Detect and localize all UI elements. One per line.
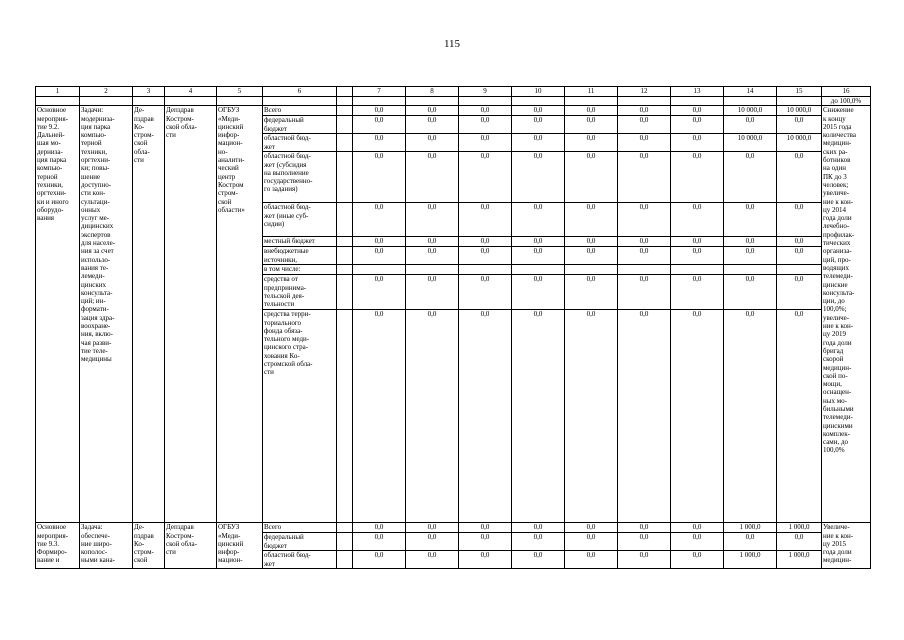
column-header: 16 bbox=[822, 87, 871, 97]
value-cell: 0,0 bbox=[671, 247, 724, 265]
value-cell: 0,0 bbox=[671, 237, 724, 247]
value-cell: 0,0 bbox=[353, 152, 406, 203]
value-cell: 0,0 bbox=[353, 247, 406, 265]
value-cell: 0,0 bbox=[512, 237, 565, 247]
column-header: 4 bbox=[165, 87, 217, 97]
value-cell: 0,0 bbox=[353, 310, 406, 523]
value-cell: 0,0 bbox=[724, 247, 777, 265]
value-cell: 0,0 bbox=[353, 134, 406, 152]
value-cell: 0,0 bbox=[406, 152, 459, 203]
activity-name: Основное мероприя- тие 9.2. Дальней- шая мо- дерниза- ция парка компью- терной техники, оргтехни- ки и иного оборудо- вания bbox=[36, 106, 80, 523]
value-cell: 0,0 bbox=[353, 551, 406, 569]
column-header: 5 bbox=[217, 87, 263, 97]
empty-cell bbox=[337, 203, 353, 237]
value-cell: 0,0 bbox=[618, 523, 671, 533]
value-cell: 0,0 bbox=[459, 310, 512, 523]
value-cell bbox=[512, 265, 565, 275]
empty-cell bbox=[337, 551, 353, 569]
value-cell: 0,0 bbox=[724, 116, 777, 134]
value-cell: 0,0 bbox=[512, 247, 565, 265]
responsible-executor: Депздрав Костром- ской обла- сти bbox=[165, 523, 217, 569]
value-cell: 0,0 bbox=[777, 237, 822, 247]
value-cell: 0,0 bbox=[565, 106, 618, 116]
value-cell: 0,0 bbox=[565, 310, 618, 523]
value-cell: 10 000,0 bbox=[777, 134, 822, 152]
funding-source: областной бюд- жет bbox=[263, 551, 337, 569]
value-cell: 0,0 bbox=[565, 551, 618, 569]
value-cell: 0,0 bbox=[459, 152, 512, 203]
column-header: 7 bbox=[353, 87, 406, 97]
value-cell: 10 000,0 bbox=[777, 106, 822, 116]
page-number: 115 bbox=[443, 38, 461, 50]
value-cell: 0,0 bbox=[406, 237, 459, 247]
empty-cell bbox=[165, 97, 217, 106]
value-cell bbox=[459, 265, 512, 275]
value-cell: 0,0 bbox=[512, 551, 565, 569]
value-cell: 0,0 bbox=[459, 551, 512, 569]
value-cell: 0,0 bbox=[565, 247, 618, 265]
value-cell: 0,0 bbox=[618, 106, 671, 116]
empty-cell bbox=[337, 134, 353, 152]
empty-cell bbox=[724, 97, 777, 106]
funding-source: средства от предпринима- тельской дея- тельности bbox=[263, 275, 337, 310]
empty-cell bbox=[406, 97, 459, 106]
empty-cell bbox=[671, 97, 724, 106]
value-cell: 0,0 bbox=[406, 134, 459, 152]
value-cell: 0,0 bbox=[671, 551, 724, 569]
value-cell: 0,0 bbox=[406, 203, 459, 237]
empty-cell bbox=[618, 97, 671, 106]
value-cell: 0,0 bbox=[353, 116, 406, 134]
funding-source: областной бюд- жет (иные суб- сидии) bbox=[263, 203, 337, 237]
value-cell: 0,0 bbox=[565, 203, 618, 237]
value-cell: 0,0 bbox=[406, 533, 459, 551]
value-cell: 0,0 bbox=[618, 275, 671, 310]
value-cell: 0,0 bbox=[777, 116, 822, 134]
value-cell bbox=[777, 265, 822, 275]
value-cell bbox=[565, 265, 618, 275]
value-cell: 0,0 bbox=[618, 551, 671, 569]
value-cell: 0,0 bbox=[512, 533, 565, 551]
budget-table bbox=[35, 86, 871, 569]
value-cell: 0,0 bbox=[777, 275, 822, 310]
empty-cell bbox=[337, 310, 353, 523]
value-cell: 0,0 bbox=[353, 533, 406, 551]
value-cell: 0,0 bbox=[353, 106, 406, 116]
value-cell: 0,0 bbox=[459, 116, 512, 134]
value-cell: 0,0 bbox=[512, 310, 565, 523]
value-cell bbox=[671, 265, 724, 275]
value-cell bbox=[724, 265, 777, 275]
funding-source: внебюджетные источники, bbox=[263, 247, 337, 265]
empty-cell bbox=[337, 237, 353, 247]
empty-cell bbox=[337, 152, 353, 203]
value-cell: 0,0 bbox=[618, 237, 671, 247]
value-cell: 0,0 bbox=[724, 310, 777, 523]
value-cell: 0,0 bbox=[618, 116, 671, 134]
empty-cell bbox=[337, 116, 353, 134]
value-cell: 0,0 bbox=[406, 310, 459, 523]
value-cell: 0,0 bbox=[459, 275, 512, 310]
expected-result: Увеличе- ние к кон- цу 2015 года доли медицин- bbox=[822, 523, 871, 569]
empty-cell bbox=[337, 275, 353, 310]
activity-name: Основное мероприя- тие 9.3. Формиро- вание и bbox=[36, 523, 80, 569]
value-cell: 0,0 bbox=[406, 523, 459, 533]
value-cell: 0,0 bbox=[618, 152, 671, 203]
value-cell: 0,0 bbox=[512, 523, 565, 533]
value-cell: 1 000,0 bbox=[777, 551, 822, 569]
value-cell: 0,0 bbox=[777, 152, 822, 203]
value-cell bbox=[353, 265, 406, 275]
value-cell: 0,0 bbox=[353, 523, 406, 533]
co-executor: ОГБУЗ «Меди- цинский инфор- мацион- но- аналити- ческий центр Костром стром- ской области» bbox=[217, 106, 263, 523]
empty-cell bbox=[263, 97, 337, 106]
empty-cell bbox=[337, 265, 353, 275]
column-header: 14 bbox=[724, 87, 777, 97]
column-header: 6 bbox=[263, 87, 337, 97]
value-cell: 0,0 bbox=[724, 237, 777, 247]
value-cell: 0,0 bbox=[671, 203, 724, 237]
value-cell: 0,0 bbox=[671, 116, 724, 134]
value-cell: 0,0 bbox=[671, 275, 724, 310]
value-cell: 0,0 bbox=[459, 523, 512, 533]
value-cell: 0,0 bbox=[618, 134, 671, 152]
value-cell: 0,0 bbox=[512, 134, 565, 152]
column-header: 2 bbox=[80, 87, 133, 97]
coordinator: Де- пздрав Ко- стром- ской обла- сти bbox=[133, 106, 165, 523]
value-cell: 0,0 bbox=[565, 152, 618, 203]
value-cell: 0,0 bbox=[565, 134, 618, 152]
empty-cell bbox=[512, 97, 565, 106]
value-cell: 0,0 bbox=[565, 116, 618, 134]
value-cell: 0,0 bbox=[406, 247, 459, 265]
column-header: 15 bbox=[777, 87, 822, 97]
value-cell: 0,0 bbox=[512, 106, 565, 116]
empty-cell bbox=[337, 247, 353, 265]
funding-source: Всего bbox=[263, 106, 337, 116]
value-cell: 0,0 bbox=[618, 203, 671, 237]
coordinator: Де- пздрав Ко- стром- ской bbox=[133, 523, 165, 569]
funding-source: федеральный бюджет bbox=[263, 533, 337, 551]
value-cell: 0,0 bbox=[565, 237, 618, 247]
table-row bbox=[36, 523, 871, 533]
value-cell: 0,0 bbox=[565, 523, 618, 533]
value-cell: 0,0 bbox=[777, 203, 822, 237]
column-header: 8 bbox=[406, 87, 459, 97]
value-cell bbox=[618, 265, 671, 275]
value-cell: 1 000,0 bbox=[724, 551, 777, 569]
value-cell: 0,0 bbox=[406, 275, 459, 310]
funding-source: областной бюд- жет bbox=[263, 134, 337, 152]
column-header: 9 bbox=[459, 87, 512, 97]
value-cell: 0,0 bbox=[353, 203, 406, 237]
value-cell: 0,0 bbox=[406, 106, 459, 116]
value-cell bbox=[406, 265, 459, 275]
column-header: 13 bbox=[671, 87, 724, 97]
value-cell: 0,0 bbox=[671, 152, 724, 203]
empty-cell bbox=[337, 106, 353, 116]
empty-cell bbox=[337, 523, 353, 533]
value-cell: 10 000,0 bbox=[724, 106, 777, 116]
value-cell: 0,0 bbox=[459, 247, 512, 265]
value-cell: 0,0 bbox=[459, 203, 512, 237]
value-cell: 0,0 bbox=[459, 106, 512, 116]
value-cell: 0,0 bbox=[512, 152, 565, 203]
value-cell: 0,0 bbox=[724, 203, 777, 237]
task-description: Задача: обеспече- ние широ- кополос- ными кана- bbox=[80, 523, 133, 569]
co-executor: ОГБУЗ «Меди- цинский инфор- мацион- bbox=[217, 523, 263, 569]
empty-cell bbox=[337, 533, 353, 551]
funding-source: федеральный бюджет bbox=[263, 116, 337, 134]
funding-source: областной бюд- жет (субсидия на выполнение государственно- го задания) bbox=[263, 152, 337, 203]
value-cell: 0,0 bbox=[353, 237, 406, 247]
value-cell: 0,0 bbox=[671, 106, 724, 116]
empty-cell bbox=[565, 97, 618, 106]
value-cell: 0,0 bbox=[777, 310, 822, 523]
value-cell: 1 000,0 bbox=[724, 523, 777, 533]
value-cell: 0,0 bbox=[512, 203, 565, 237]
expected-result: Снижение к концу 2015 года количества медицин- ских ра- ботников на один ПК до 3 человек; увеличе- ние к кон- цу 2014 года доли лечебно- профилак- тических организа- ций, про- водящих телемеди- цинские консульта- ции, до 100,0%; увеличе- ние к кон- цу 2019 года доли бригад скорой медицин- ской по- мощи, оснащен- ных мо- бильными телемеди- цинскими комплек- сами, до 100,0% bbox=[822, 106, 871, 523]
value-cell: 0,0 bbox=[618, 533, 671, 551]
column-header bbox=[337, 87, 353, 97]
value-cell: 0,0 bbox=[724, 152, 777, 203]
empty-cell bbox=[217, 97, 263, 106]
empty-cell bbox=[80, 97, 133, 106]
value-cell: 0,0 bbox=[353, 275, 406, 310]
funding-source: Всего bbox=[263, 523, 337, 533]
value-cell: 0,0 bbox=[406, 116, 459, 134]
value-cell: 0,0 bbox=[565, 275, 618, 310]
value-cell: 0,0 bbox=[459, 237, 512, 247]
column-header: 11 bbox=[565, 87, 618, 97]
funding-source: средства терри- ториального фонда обяза- тельного меди- цинского стра- хования Ко- стромской обла- сти bbox=[263, 310, 337, 523]
responsible-executor: Депздрав Костром- ской обла- сти bbox=[165, 106, 217, 523]
column-header: 3 bbox=[133, 87, 165, 97]
empty-cell bbox=[459, 97, 512, 106]
funding-source: в том числе: bbox=[263, 265, 337, 275]
value-cell: 0,0 bbox=[724, 533, 777, 551]
value-cell: 0,0 bbox=[406, 551, 459, 569]
value-cell: 0,0 bbox=[777, 533, 822, 551]
value-cell: 0,0 bbox=[618, 247, 671, 265]
value-cell: 0,0 bbox=[671, 310, 724, 523]
header-row bbox=[36, 87, 871, 97]
empty-cell bbox=[337, 97, 353, 106]
result-text: до 100,0% bbox=[822, 97, 871, 106]
value-cell: 10 000,0 bbox=[724, 134, 777, 152]
value-cell: 0,0 bbox=[565, 533, 618, 551]
value-cell: 1 000,0 bbox=[777, 523, 822, 533]
task-description: Задачи: модерниза- ция парка компью- терной техники, оргтехни- ки; повы- шение доступно- сти кон- сультаци- онных услуг ме- дицинских экспертов для населе- ния за счет использо- вания те- лемеди- цинских консульта- ций; ин- формати- зация здра- воохране- ния, вклю- чая разви- тие теле- медицины bbox=[80, 106, 133, 523]
value-cell: 0,0 bbox=[724, 275, 777, 310]
funding-source: местный бюджет bbox=[263, 237, 337, 247]
column-header: 10 bbox=[512, 87, 565, 97]
value-cell: 0,0 bbox=[777, 247, 822, 265]
empty-cell bbox=[133, 97, 165, 106]
value-cell: 0,0 bbox=[459, 134, 512, 152]
empty-cell bbox=[353, 97, 406, 106]
table-row bbox=[36, 106, 871, 116]
value-cell: 0,0 bbox=[671, 523, 724, 533]
column-header: 1 bbox=[36, 87, 80, 97]
column-header: 12 bbox=[618, 87, 671, 97]
value-cell: 0,0 bbox=[671, 533, 724, 551]
value-cell: 0,0 bbox=[671, 134, 724, 152]
value-cell: 0,0 bbox=[512, 275, 565, 310]
value-cell: 0,0 bbox=[618, 310, 671, 523]
value-cell: 0,0 bbox=[512, 116, 565, 134]
value-cell: 0,0 bbox=[459, 533, 512, 551]
empty-cell bbox=[36, 97, 80, 106]
empty-cell bbox=[777, 97, 822, 106]
continuation-row bbox=[36, 97, 871, 106]
